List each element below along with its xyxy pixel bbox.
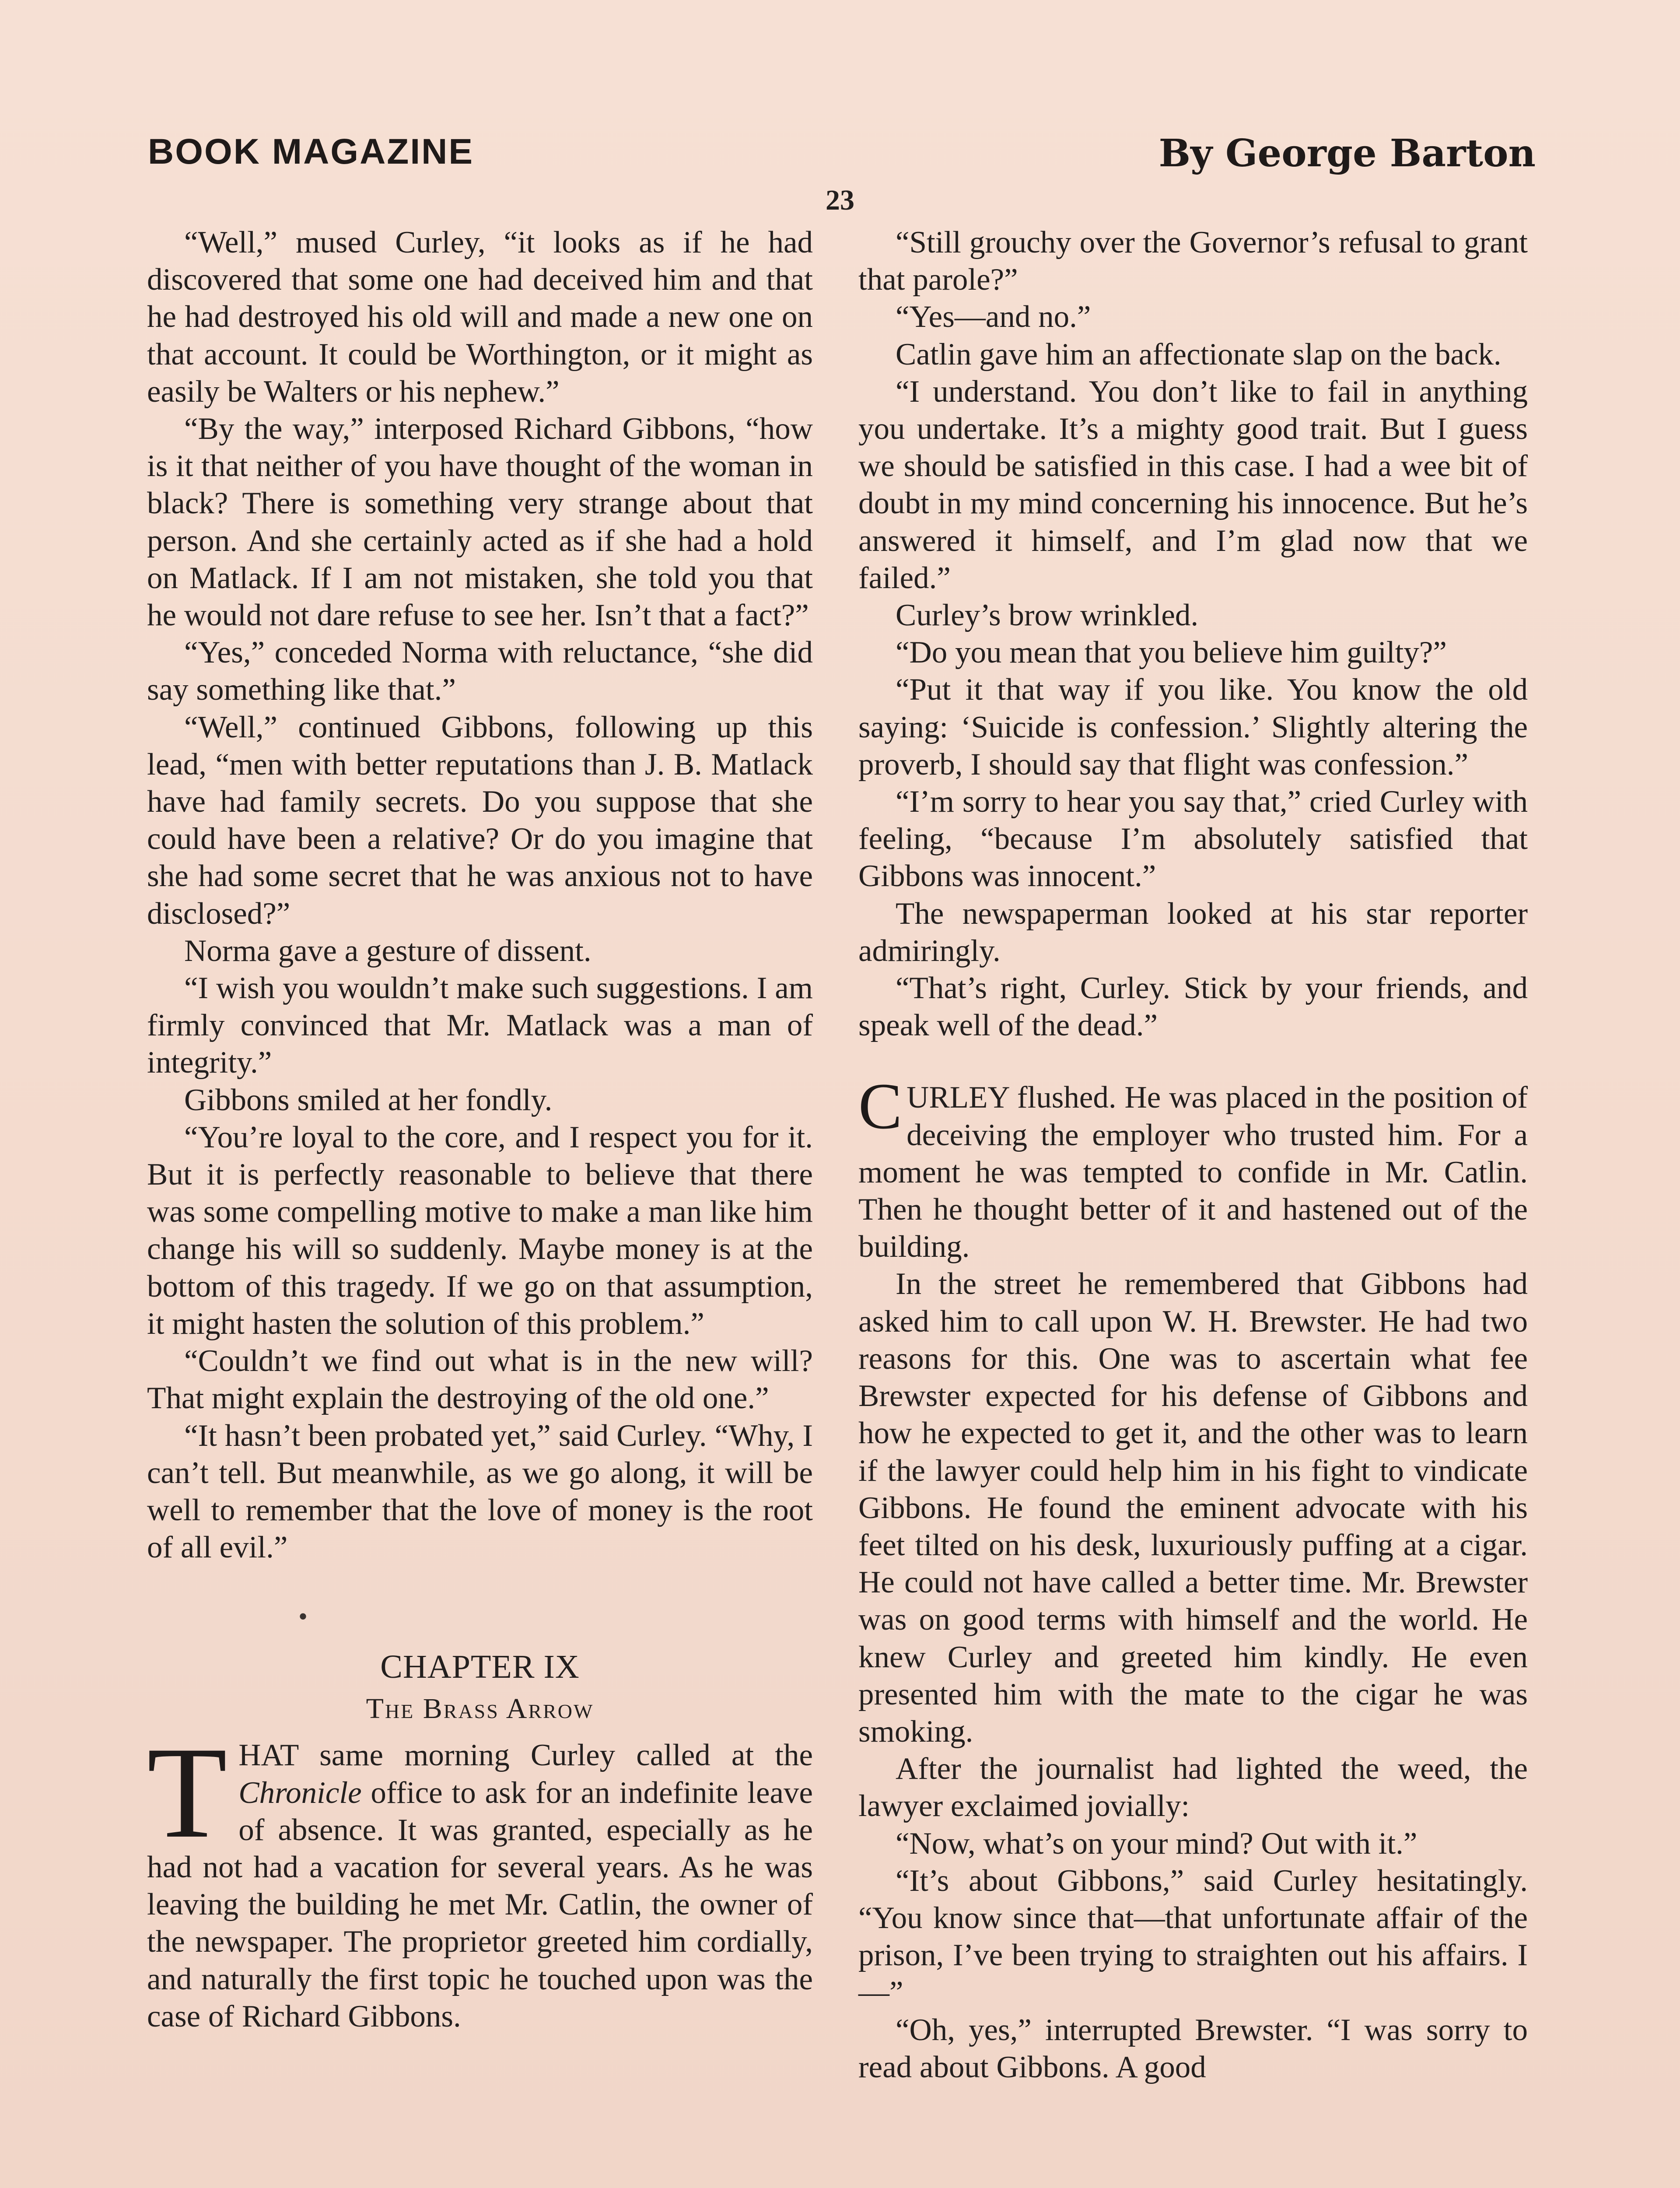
chapter-opening-paragraph <box>147 1720 813 2035</box>
paragraph: Gibbons smiled at her fondly. <box>184 1083 553 1117</box>
paragraph: After the journalist had lighted the weed, the lawyer exclaimed jovially: <box>858 1752 1528 1823</box>
opening-text-continued: office to ask for an indefinite leave of absence. It was granted, especially as he had not had a vacation for several years. As he was leaving the building he met Mr. Catlin, the owner of the newspaper. The proprietor greeted him cordially, and naturally the first topic he touched upon was the case of Richard Gibbons. <box>147 1775 813 2034</box>
paragraph: “Put it that way if you like. You know the old saying: ‘Suicide is confession.’ Slightly altering the proverb, I should say that flight was confession.” <box>858 673 1528 782</box>
paragraph: “Well,” continued Gibbons, following up this lead, “men with better reputations than J. B. Matlack have had family secrets. Do you suppose that she could have been a relative? Or do you imagine that she had some secret that he was anxious not to have disclosed?” <box>147 710 813 931</box>
right-column <box>858 224 1528 2086</box>
paragraph: “Couldn’t we find out what is in the new will? That might explain the destroying of the old one.” <box>147 1344 813 1416</box>
section-opening-paragraph <box>858 1070 1528 1266</box>
paragraph: “Well,” mused Curley, “it looks as if he had discovered that some one had deceived him and that he had destroyed his old will and made a new one on that account. It could be Worthington, or it might as easily be Walters or his nephew.” <box>147 225 813 409</box>
paragraph: “Yes—and no.” <box>896 300 1091 334</box>
paragraph: “Still grouchy over the Governor’s refusal to grant that parole?” <box>858 225 1528 297</box>
paragraph: “By the way,” interposed Richard Gibbons, “how is it that neither of you have thought of the woman in black? There is something very strange about that person. And she certainly acted as if she had a hold on Matlack. If I am not mistaken, she told you that he would not dare refuse to see her. Isn’t that a fact?” <box>147 412 813 633</box>
section-drop-cap: C <box>858 1070 903 1143</box>
chapter-number: CHAPTER IX <box>380 1648 580 1686</box>
paragraph: The newspaperman looked at his star reporter admiringly. <box>858 896 1528 968</box>
chapter-title: The Brass Arrow <box>366 1693 594 1725</box>
paragraph: Catlin gave him an affectionate slap on the back. <box>896 337 1502 372</box>
drop-cap: T <box>147 1720 228 1865</box>
paragraph: “Do you mean that you believe him guilty?” <box>896 635 1447 670</box>
opening-text: HAT same morning Curley called at the <box>238 1738 813 1773</box>
paragraph: “Yes,” conceded Norma with reluctance, “she did say something like that.” <box>147 635 813 707</box>
left-column <box>147 224 813 2035</box>
section-opening-text: URLEY flushed. He was placed in the position of deceiving the employer who trusted him. For a moment he was tempted to confide in Mr. Catlin. Then he thought better of it and hastened out of the building. <box>858 1080 1528 1264</box>
paragraph: “I’m sorry to hear you say that,” cried Curley with feeling, “because I’m absolutely satisfied that Gibbons was innocent.” <box>858 785 1528 894</box>
paragraph: “That’s right, Curley. Stick by your friends, and speak well of the dead.” <box>858 971 1528 1043</box>
paragraph: In the street he remembered that Gibbons had asked him to call upon W. H. Brewster. He had two reasons for this. One was to ascertain what fee Brewster expected for his defense of Gibbons and how he expected to get it, and the other was to learn if the lawyer could help him in his fight to vindicate Gibbons. He found the eminent advocate with his feet tilted on his desk, luxuriously puffing at a cigar. He could not have called a better time. Mr. Brewster was on good terms with himself and the world. He knew Curley and greeted him kindly. He even presented him with the mate to the cigar he was smoking. <box>858 1267 1528 1749</box>
running-head-author: By George Barton <box>1158 131 1536 175</box>
stray-mark: • <box>298 1602 308 1631</box>
paragraph: “Oh, yes,” interrupted Brewster. “I was sorry to read about Gibbons. A good <box>858 2013 1528 2084</box>
paragraph: Norma gave a gesture of dissent. <box>184 933 592 968</box>
running-head-magazine: BOOK MAGAZINE <box>148 132 474 172</box>
newspaper-name: Chronicle <box>238 1775 362 1810</box>
page-number: 23 <box>826 184 854 216</box>
paragraph: “You’re loyal to the core, and I respect you for it. But it is perfectly reasonable to believe that there was some compelling motive to make a man like him change his will so suddenly. Maybe money is at the bottom of this tragedy. If we go on that assumption, it might hasten the solution of this problem.” <box>147 1120 813 1341</box>
paragraph: “It’s about Gibbons,” said Curley hesitatingly. “You know since that—that unfortunate affair of the prison, I’ve been trying to straighten out his affairs. I—” <box>858 1863 1528 2010</box>
paragraph: “Now, what’s on your mind? Out with it.” <box>896 1826 1418 1861</box>
paragraph: “I wish you wouldn’t make such suggestions. I am firmly convinced that Mr. Matlack was a man of integrity.” <box>147 971 813 1080</box>
paragraph: “I understand. You don’t like to fail in anything you undertake. It’s a mighty good trait. But I guess we should be satisfied in this case. I had a wee bit of doubt in my mind concerning his innocence. But he’s answered it himself, and I’m glad now that we failed.” <box>858 374 1528 595</box>
paragraph: “It hasn’t been probated yet,” said Curley. “Why, I can’t tell. But meanwhile, as we go along, it will be well to remember that the love of money is the root of all evil.” <box>147 1418 813 1565</box>
paragraph: Curley’s brow wrinkled. <box>896 598 1199 633</box>
